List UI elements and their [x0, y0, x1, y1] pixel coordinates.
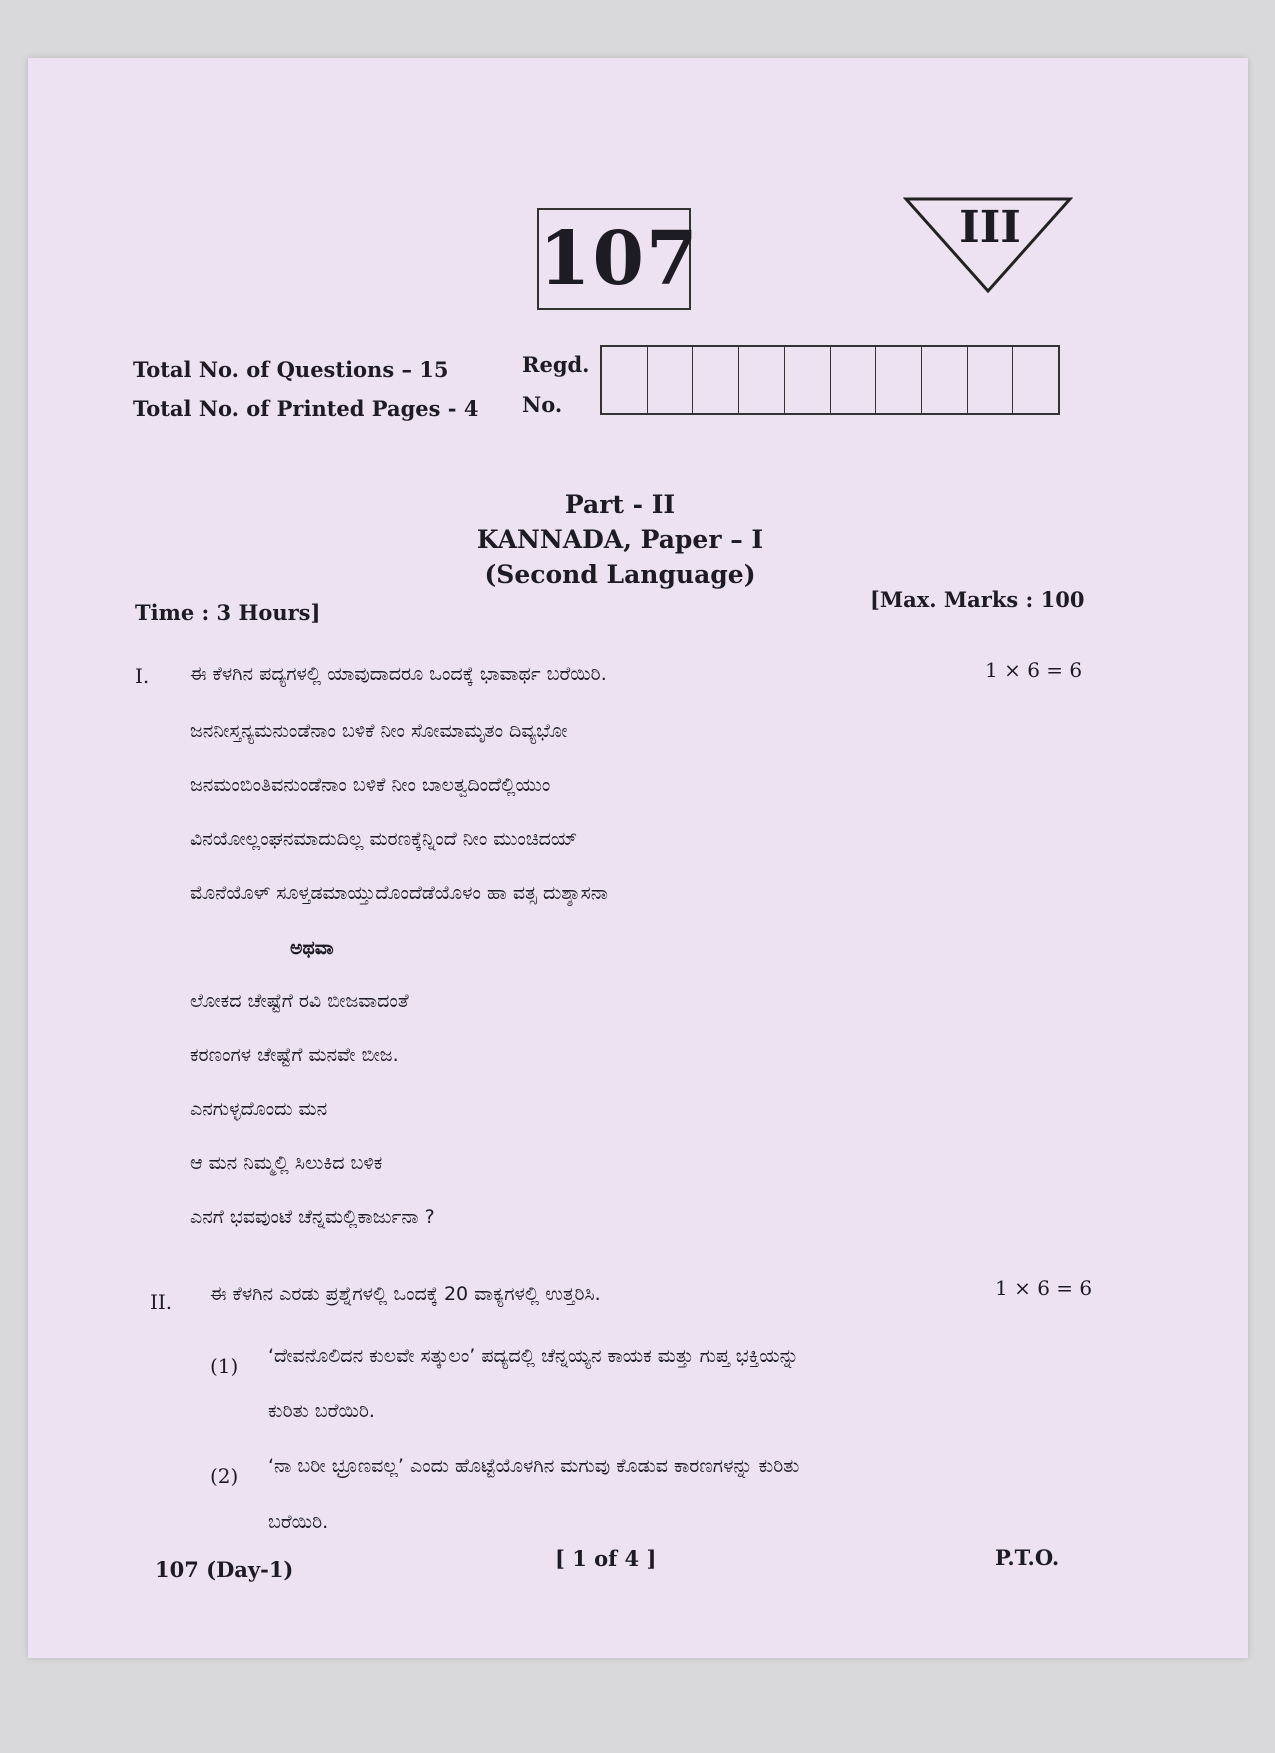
part-title: Part - II [564, 490, 676, 519]
regd-digit-box[interactable] [693, 347, 739, 413]
time-allowed: Time : 3 Hours] [135, 600, 321, 625]
regd-digit-box[interactable] [785, 347, 831, 413]
regd-digit-box[interactable] [648, 347, 694, 413]
poem-line: ವಿನಯೋಲ್ಲಂಘನಮಾದುದಿಲ್ಲ ಮರಣಕ್ಕೆನ್ನಿಂದೆ ನೀಂ ಮುಂಚಿದಯ್ [190, 828, 578, 850]
regd-number-boxes[interactable] [600, 345, 1060, 415]
poem-line: ಜನಮಂಬಿಂತಿವನುಂಡೆನಾಂ ಬಳಿಕೆ ನೀಂ ಬಾಲತ್ವದಿಂದೆಲ್ಲಿಯುಂ [190, 774, 551, 796]
total-questions: Total No. of Questions – 15 [133, 357, 449, 382]
regd-digit-box[interactable] [968, 347, 1014, 413]
regd-digit-box[interactable] [831, 347, 877, 413]
question-number: I. [135, 664, 150, 688]
question-number: II. [150, 1290, 173, 1314]
sub-question-text: ಕುರಿತು ಬರೆಯಿರಿ. [268, 1400, 375, 1422]
regd-digit-box[interactable] [1013, 347, 1058, 413]
question-marks: 1 × 6 = 6 [995, 1276, 1093, 1300]
regd-label: Regd. [522, 352, 590, 377]
language-title: (Second Language) [484, 560, 756, 589]
sub-question-text: ‘ನಾ ಬರೀ ಭ್ರೂಣವಲ್ಲ’ ಎಂದು ಹೊಟ್ಟೆಯೊಳಗಿನ ಮಗುವು ಕೊಡುವ ಕಾರಣಗಳನ್ನು ಕುರಿತು [268, 1455, 800, 1477]
sub-question-number: (1) [210, 1354, 239, 1378]
sub-question-number: (2) [210, 1464, 239, 1488]
paper-code-box: 107 [537, 208, 691, 310]
poem-line: ಕರಣಂಗಳ ಚೇಷ್ಟೆಗೆ ಮನವೇ ಬೀಜ. [190, 1044, 399, 1066]
question-marks: 1 × 6 = 6 [985, 658, 1083, 682]
subject-title: KANNADA, Paper – I [476, 525, 764, 554]
total-pages: Total No. of Printed Pages - 4 [133, 396, 479, 421]
poem-line: ಎನಗೆ ಭವವುಂಟೆ ಚೆನ್ನಮಲ್ಲಿಕಾರ್ಜುನಾ ? [190, 1206, 435, 1228]
regd-digit-box[interactable] [876, 347, 922, 413]
poem-line: ಆ ಮನ ನಿಮ್ಮಲ್ಲಿ ಸಿಲುಕಿದ ಬಳಿಕ [190, 1152, 383, 1174]
poem-line: ಲೋಕದ ಚೇಷ್ಟೆಗೆ ರವಿ ಬೀಜವಾದಂತೆ [190, 990, 409, 1012]
footer-paper-code: 107 (Day-1) [155, 1557, 294, 1582]
footer-page-number: [ 1 of 4 ] [555, 1546, 657, 1571]
poem-line: ಮೊನೆಯೊಳ್ ಸೂಳ್ತಡಮಾಯ್ತುದೊಂದೆಡೆಯೊಳಂ ಹಾ ವತ್ಸ ದುಶ್ಶಾಸನಾ [190, 882, 609, 904]
poem-line: ಎನಗುಳ್ಳದೊಂದು ಮನ [190, 1098, 328, 1120]
sub-question-text: ‘ದೇವನೊಲಿದನ ಕುಲವೇ ಸತ್ಕುಲಂ’ ಪದ್ಯದಲ್ಲಿ ಚೆನ್ನಯ್ಯನ ಕಾಯಕ ಮತ್ತು ಗುಪ್ತ ಭಕ್ತಿಯನ್ನು [268, 1345, 799, 1367]
max-marks: [Max. Marks : 100 [870, 587, 1085, 612]
regd-digit-box[interactable] [739, 347, 785, 413]
regd-digit-box[interactable] [922, 347, 968, 413]
sub-question-text: ಬರೆಯಿರಿ. [268, 1511, 329, 1533]
regd-no-label: No. [522, 392, 563, 417]
footer-pto: P.T.O. [995, 1545, 1060, 1570]
question-instruction: ಈ ಕೆಳಗಿನ ಪದ್ಯಗಳಲ್ಲಿ ಯಾವುದಾದರೂ ಒಂದಕ್ಕೆ ಭಾವಾರ್ಥ ಬರೆಯಿರಿ. [190, 663, 607, 685]
or-separator: ಅಥವಾ [290, 937, 334, 959]
question-instruction: ಈ ಕೆಳಗಿನ ಎರಡು ಪ್ರಶ್ನೆಗಳಲ್ಲಿ ಒಂದಕ್ಕೆ 20 ವಾಕ್ಯಗಳಲ್ಲಿ ಉತ್ತರಿಸಿ. [210, 1283, 601, 1305]
section-badge-label: III [959, 202, 1021, 253]
regd-digit-box[interactable] [602, 347, 648, 413]
poem-line: ಜನನೀಸ್ತನ್ಯಮನುಂಡೆನಾಂ ಬಳಿಕೆ ನೀಂ ಸೋಮಾಮೃತಂ ದಿವ್ಯಭೋ [190, 720, 568, 742]
